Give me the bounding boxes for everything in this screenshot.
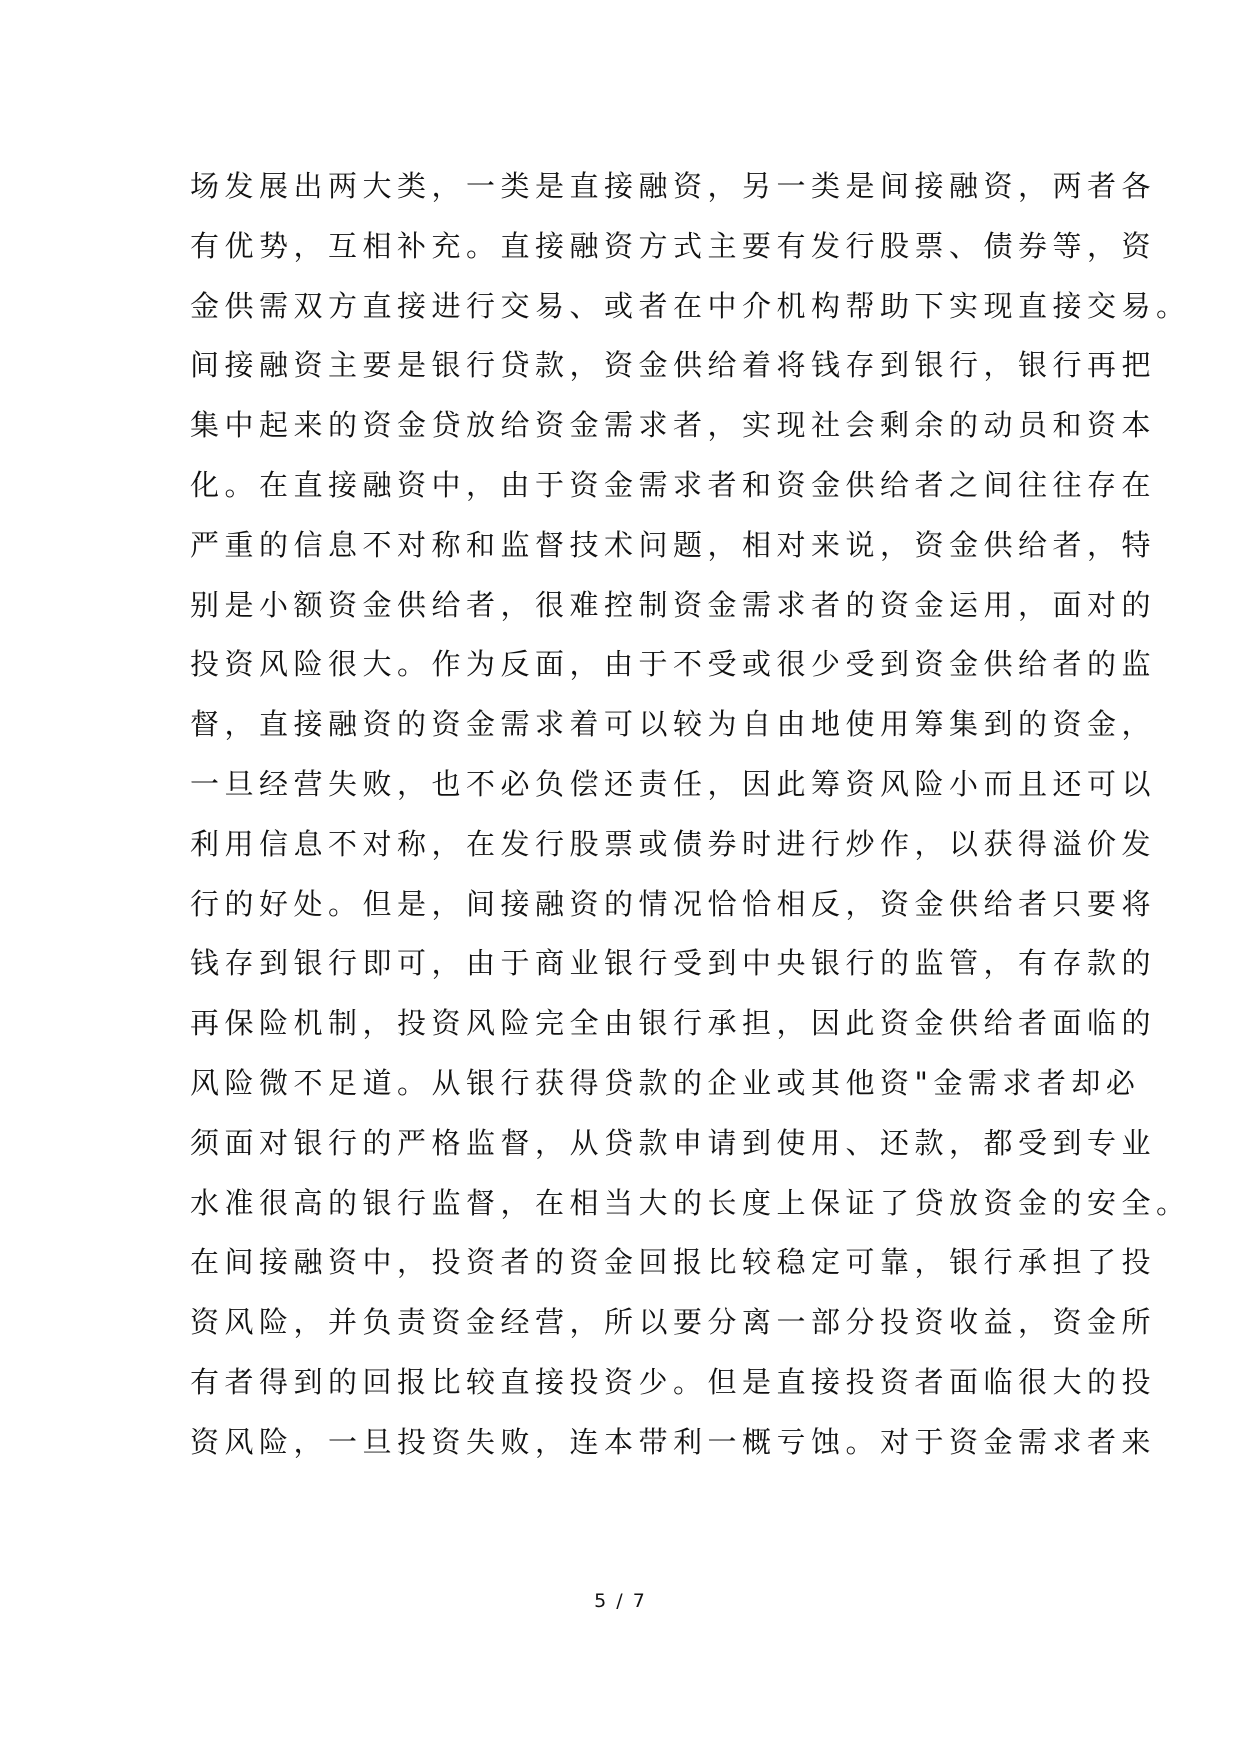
text-line: 有者得到的回报比较直接投资少。但是直接投资者面临很大的投	[190, 1364, 1157, 1399]
text-line: 水准很高的银行监督，在相当大的长度上保证了贷放资金的安全。	[190, 1185, 1191, 1220]
text-line: 资风险，一旦投资失败，连本带利一概亏蚀。对于资金需求者来	[190, 1424, 1157, 1459]
text-line: 集中起来的资金贷放给资金需求者，实现社会剩余的动员和资本	[190, 408, 1157, 443]
body-text	[190, 157, 1191, 1473]
text-line: 场发展出两大类，一类是直接融资，另一类是间接融资，两者各	[190, 169, 1157, 203]
text-line: 间接融资主要是银行贷款，资金供给着将钱存到银行，银行再把	[190, 348, 1157, 383]
page-number: 5 / 7	[594, 1590, 647, 1612]
text-line: 金供需双方直接进行交易、或者在中介机构帮助下实现直接交易。	[190, 288, 1191, 323]
text-line: 行的好处。但是，间接融资的情况恰恰相反，资金供给者只要将	[190, 886, 1157, 921]
text-line: 督，直接融资的资金需求着可以较为自由地使用筹集到的资金，	[190, 707, 1157, 742]
text-line: 钱存到银行即可，由于商业银行受到中央银行的监管，有存款的	[190, 946, 1157, 981]
text-line: 再保险机制，投资风险完全由银行承担，因此资金供给者面临的	[190, 1006, 1157, 1041]
text-line: 在间接融资中，投资者的资金回报比较稳定可靠，银行承担了投	[190, 1245, 1157, 1280]
text-line: 投资风险很大。作为反面，由于不受或很少受到资金供给者的监	[190, 647, 1157, 682]
text-line: 资风险，并负责资金经营，所以要分离一部分投资收益，资金所	[190, 1305, 1157, 1340]
text-line: 风险微不足道。从银行获得贷款的企业或其他资"金需求者却必	[190, 1065, 1141, 1100]
text-line: 有优势，互相补充。直接融资方式主要有发行股票、债券等，资	[190, 228, 1157, 263]
text-line: 利用信息不对称，在发行股票或债券时进行炒作，以获得溢价发	[190, 826, 1157, 861]
text-line: 严重的信息不对称和监督技术问题，相对来说，资金供给者，特	[190, 527, 1157, 562]
text-line: 化。在直接融资中，由于资金需求者和资金供给者之间往往存在	[190, 467, 1157, 502]
text-line: 别是小额资金供给者，很难控制资金需求者的资金运用，面对的	[190, 587, 1157, 622]
text-line: 一旦经营失败，也不必负偿还责任，因此筹资风险小而且还可以	[190, 766, 1157, 801]
text-line: 须面对银行的严格监督，从贷款申请到使用、还款，都受到专业	[190, 1125, 1157, 1160]
